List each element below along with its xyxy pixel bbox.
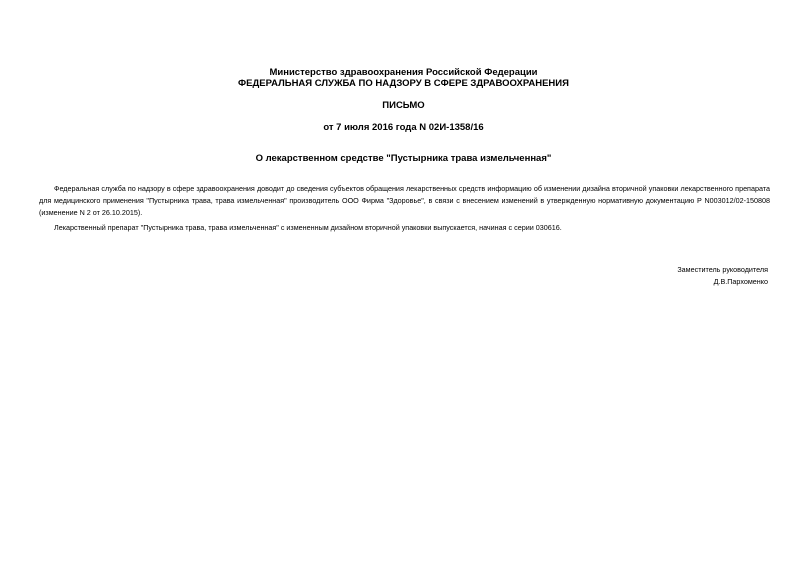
service-name: ФЕДЕРАЛЬНАЯ СЛУЖБА ПО НАДЗОРУ В СФЕРЕ ЗДРАВООХРАНЕНИЯ — [238, 78, 569, 89]
document-date-number: от 7 июля 2016 года N 02И-1358/16 — [323, 122, 484, 133]
document-subject: О лекарственном средстве "Пустырника трава измельченная" — [255, 153, 552, 164]
signature-name: Д.В.Пархоменко — [713, 277, 768, 286]
body-paragraph-1: Федеральная служба по надзору в сфере здравоохранения доводит до сведения субъектов обращения лекарственных средств информацию об изменении дизайна вторичной упаковки лекарственного препарата для медицинского применения "Пустырника трава, трава измельченная" производитель ООО Фирма "Здоровье", в связи с внесением изменений в утвержденную нормативную документацию Р N003012/02-150808 (изменение N 2 от 26.10.2015). — [39, 184, 770, 217]
body-paragraph-2: Лекарственный препарат "Пустырника трава, трава измельченная" с измененным дизайном вторичной упаковки выпускается, начиная с серии 030616. — [54, 223, 562, 232]
document-type: ПИСЬМО — [382, 100, 425, 111]
signature-position: Заместитель руководителя — [677, 265, 768, 274]
ministry-name: Министерство здравоохранения Российской Федерации — [269, 67, 538, 78]
